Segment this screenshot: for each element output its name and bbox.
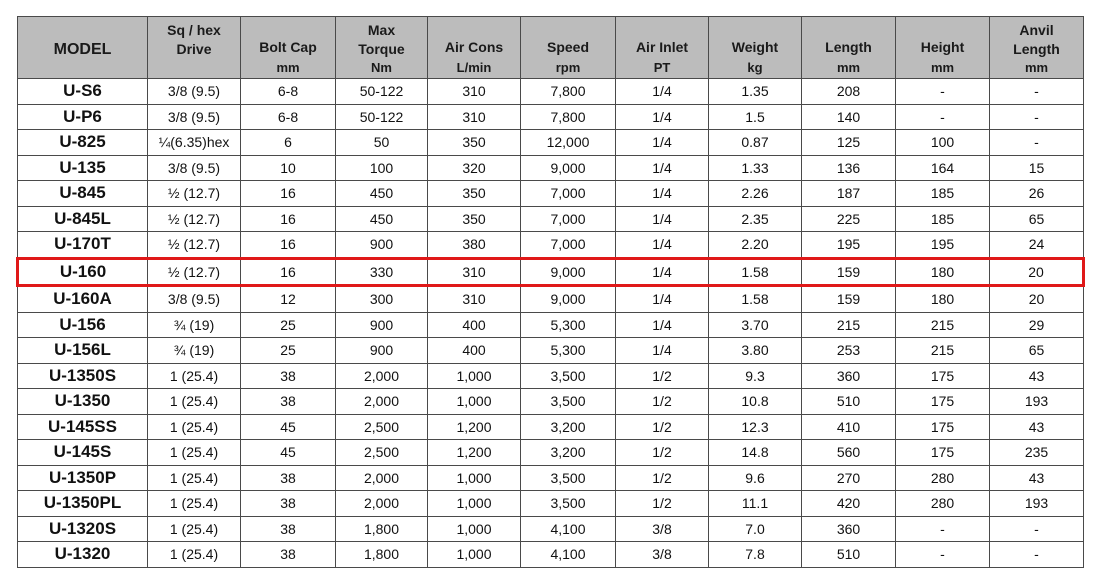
model-cell: U-1350PL: [18, 491, 148, 517]
value-cell: 25: [241, 338, 336, 364]
value-cell: -: [896, 542, 990, 568]
value-cell: -: [896, 104, 990, 130]
table-row-highlighted: [18, 258, 1084, 286]
value-cell: 65: [990, 206, 1084, 232]
column-header-7: [709, 17, 802, 79]
value-cell: -: [990, 542, 1084, 568]
column-header-label: Bolt Cap: [259, 39, 317, 55]
value-cell: 3,200: [521, 414, 616, 440]
value-cell: 10: [241, 155, 336, 181]
value-cell: 380: [428, 232, 521, 259]
value-cell: 3.80: [709, 338, 802, 364]
value-cell: 16: [241, 181, 336, 207]
value-cell: 400: [428, 312, 521, 338]
model-cell: U-1350S: [18, 363, 148, 389]
table-row: [18, 363, 1084, 389]
value-cell: 180: [896, 258, 990, 286]
column-header-label: Anvil Length: [1013, 22, 1060, 57]
value-cell: 50-122: [336, 79, 428, 105]
value-cell: 11.1: [709, 491, 802, 517]
column-header-label: Air Inlet: [635, 39, 689, 55]
value-cell: 2.26: [709, 181, 802, 207]
value-cell: 7,800: [521, 104, 616, 130]
value-cell: 280: [896, 465, 990, 491]
value-cell: 360: [802, 516, 896, 542]
column-header-label: Sq / hex Drive: [167, 22, 221, 57]
value-cell: 159: [802, 286, 896, 313]
value-cell: 1/4: [616, 232, 709, 259]
value-cell: 5,300: [521, 338, 616, 364]
value-cell: 38: [241, 491, 336, 517]
value-cell: 310: [428, 286, 521, 313]
value-cell: 3/8 (9.5): [148, 286, 241, 313]
value-cell: 9,000: [521, 155, 616, 181]
value-cell: 400: [428, 338, 521, 364]
value-cell: 29: [990, 312, 1084, 338]
column-header-label: MODEL: [53, 41, 112, 58]
table-row: [18, 232, 1084, 259]
value-cell: 1/4: [616, 104, 709, 130]
table-row: [18, 155, 1084, 181]
value-cell: 1,000: [428, 516, 521, 542]
table-row: [18, 389, 1084, 415]
value-cell: ½ (12.7): [148, 232, 241, 259]
value-cell: 16: [241, 232, 336, 259]
value-cell: 175: [896, 414, 990, 440]
value-cell: 420: [802, 491, 896, 517]
value-cell: 3,500: [521, 465, 616, 491]
value-cell: -: [990, 104, 1084, 130]
value-cell: 9.3: [709, 363, 802, 389]
value-cell: 9,000: [521, 258, 616, 286]
value-cell: 6: [241, 130, 336, 156]
value-cell: 185: [896, 206, 990, 232]
value-cell: 1 (25.4): [148, 414, 241, 440]
value-cell: 350: [428, 181, 521, 207]
value-cell: 360: [802, 363, 896, 389]
value-cell: 1.5: [709, 104, 802, 130]
value-cell: 1/2: [616, 440, 709, 466]
value-cell: 7.8: [709, 542, 802, 568]
value-cell: 1/4: [616, 181, 709, 207]
column-header-unit: mm: [276, 60, 300, 75]
model-cell: U-145S: [18, 440, 148, 466]
value-cell: 38: [241, 363, 336, 389]
column-header-5: [521, 17, 616, 79]
value-cell: 1/4: [616, 338, 709, 364]
value-cell: 1/4: [616, 312, 709, 338]
value-cell: 38: [241, 465, 336, 491]
value-cell: 1,000: [428, 465, 521, 491]
value-cell: 195: [896, 232, 990, 259]
value-cell: 16: [241, 258, 336, 286]
value-cell: 1,800: [336, 516, 428, 542]
model-cell: U-P6: [18, 104, 148, 130]
value-cell: 350: [428, 130, 521, 156]
column-header-unit: PT: [653, 60, 671, 75]
value-cell: 280: [896, 491, 990, 517]
column-header-label: Height: [920, 39, 965, 55]
column-header-9: [896, 17, 990, 79]
table-row: [18, 542, 1084, 568]
value-cell: -: [990, 79, 1084, 105]
spec-table: [16, 16, 1085, 568]
value-cell: 7,800: [521, 79, 616, 105]
value-cell: 24: [990, 232, 1084, 259]
value-cell: -: [990, 516, 1084, 542]
value-cell: 900: [336, 312, 428, 338]
value-cell: 125: [802, 130, 896, 156]
value-cell: 1 (25.4): [148, 516, 241, 542]
model-cell: U-156: [18, 312, 148, 338]
value-cell: 65: [990, 338, 1084, 364]
value-cell: 3/8 (9.5): [148, 104, 241, 130]
value-cell: ½ (12.7): [148, 258, 241, 286]
value-cell: 1 (25.4): [148, 440, 241, 466]
value-cell: 2,500: [336, 414, 428, 440]
model-cell: U-S6: [18, 79, 148, 105]
value-cell: 175: [896, 363, 990, 389]
column-header-label: Weight: [731, 39, 779, 55]
model-cell: U-1320: [18, 542, 148, 568]
value-cell: 14.8: [709, 440, 802, 466]
model-cell: U-1320S: [18, 516, 148, 542]
value-cell: 7,000: [521, 206, 616, 232]
value-cell: 100: [336, 155, 428, 181]
value-cell: 136: [802, 155, 896, 181]
value-cell: 1 (25.4): [148, 491, 241, 517]
model-cell: U-1350: [18, 389, 148, 415]
value-cell: 1,000: [428, 389, 521, 415]
value-cell: 43: [990, 363, 1084, 389]
value-cell: 1/2: [616, 389, 709, 415]
column-header-unit: kg: [747, 60, 763, 75]
value-cell: 310: [428, 79, 521, 105]
column-header-0: [18, 17, 148, 79]
value-cell: 45: [241, 414, 336, 440]
value-cell: 1.58: [709, 286, 802, 313]
table-row: [18, 414, 1084, 440]
value-cell: 1/4: [616, 155, 709, 181]
model-cell: U-170T: [18, 232, 148, 259]
value-cell: 9,000: [521, 286, 616, 313]
value-cell: 140: [802, 104, 896, 130]
table-row: [18, 338, 1084, 364]
model-cell: U-825: [18, 130, 148, 156]
table-row: [18, 491, 1084, 517]
value-cell: 1,200: [428, 414, 521, 440]
value-cell: ¾ (19): [148, 312, 241, 338]
value-cell: ¾ (19): [148, 338, 241, 364]
value-cell: 510: [802, 542, 896, 568]
value-cell: 12.3: [709, 414, 802, 440]
value-cell: 2,000: [336, 389, 428, 415]
value-cell: 1 (25.4): [148, 465, 241, 491]
value-cell: 3,200: [521, 440, 616, 466]
column-header-8: [802, 17, 896, 79]
model-cell: U-145SS: [18, 414, 148, 440]
column-header-label: Air Cons: [444, 39, 504, 55]
value-cell: 235: [990, 440, 1084, 466]
model-cell: U-845: [18, 181, 148, 207]
value-cell: 43: [990, 414, 1084, 440]
value-cell: 9.6: [709, 465, 802, 491]
value-cell: 4,100: [521, 516, 616, 542]
value-cell: 1/2: [616, 414, 709, 440]
value-cell: -: [896, 79, 990, 105]
value-cell: 193: [990, 491, 1084, 517]
value-cell: 215: [896, 312, 990, 338]
value-cell: 10.8: [709, 389, 802, 415]
value-cell: 3/8 (9.5): [148, 155, 241, 181]
value-cell: 2.20: [709, 232, 802, 259]
value-cell: 3.70: [709, 312, 802, 338]
value-cell: 12: [241, 286, 336, 313]
value-cell: 350: [428, 206, 521, 232]
table-row: [18, 465, 1084, 491]
value-cell: 1/2: [616, 465, 709, 491]
value-cell: 410: [802, 414, 896, 440]
column-header-unit: rpm: [555, 60, 581, 75]
value-cell: 3,500: [521, 389, 616, 415]
value-cell: 5,300: [521, 312, 616, 338]
model-cell: U-160A: [18, 286, 148, 313]
column-header-label: Length: [825, 39, 872, 55]
value-cell: 3,500: [521, 363, 616, 389]
value-cell: 38: [241, 516, 336, 542]
value-cell: 270: [802, 465, 896, 491]
value-cell: 175: [896, 440, 990, 466]
value-cell: 7,000: [521, 232, 616, 259]
value-cell: 3/8 (9.5): [148, 79, 241, 105]
value-cell: 310: [428, 258, 521, 286]
value-cell: 50-122: [336, 104, 428, 130]
table-row: [18, 79, 1084, 105]
model-cell: U-845L: [18, 206, 148, 232]
value-cell: 1/2: [616, 363, 709, 389]
value-cell: 1/2: [616, 491, 709, 517]
value-cell: 175: [896, 389, 990, 415]
value-cell: 1.33: [709, 155, 802, 181]
column-header-6: [616, 17, 709, 79]
value-cell: 310: [428, 104, 521, 130]
column-header-1: [148, 17, 241, 79]
value-cell: 330: [336, 258, 428, 286]
column-header-2: [241, 17, 336, 79]
value-cell: ½ (12.7): [148, 181, 241, 207]
value-cell: 3/8: [616, 542, 709, 568]
value-cell: 510: [802, 389, 896, 415]
value-cell: 1.35: [709, 79, 802, 105]
value-cell: 195: [802, 232, 896, 259]
value-cell: 1,800: [336, 542, 428, 568]
value-cell: 50: [336, 130, 428, 156]
value-cell: 4,100: [521, 542, 616, 568]
value-cell: 900: [336, 338, 428, 364]
table-row: [18, 440, 1084, 466]
value-cell: 2,000: [336, 363, 428, 389]
table-row: [18, 312, 1084, 338]
value-cell: 2,500: [336, 440, 428, 466]
table-row: [18, 516, 1084, 542]
value-cell: 180: [896, 286, 990, 313]
value-cell: 300: [336, 286, 428, 313]
value-cell: 560: [802, 440, 896, 466]
value-cell: 1/4: [616, 130, 709, 156]
column-header-3: [336, 17, 428, 79]
value-cell: 1 (25.4): [148, 542, 241, 568]
value-cell: 1,000: [428, 363, 521, 389]
table-row: [18, 206, 1084, 232]
value-cell: 215: [896, 338, 990, 364]
value-cell: 450: [336, 206, 428, 232]
value-cell: 215: [802, 312, 896, 338]
header-row: [18, 17, 1084, 79]
value-cell: 1 (25.4): [148, 363, 241, 389]
column-header-unit: L/min: [456, 60, 492, 75]
column-header-unit: Nm: [371, 60, 392, 75]
column-header-label: Max Torque: [358, 22, 405, 57]
value-cell: 900: [336, 232, 428, 259]
table-header: [18, 17, 1084, 79]
value-cell: 45: [241, 440, 336, 466]
value-cell: 1 (25.4): [148, 389, 241, 415]
value-cell: 7,000: [521, 181, 616, 207]
value-cell: 1/4: [616, 206, 709, 232]
value-cell: 1/4: [616, 79, 709, 105]
value-cell: -: [990, 130, 1084, 156]
column-header-10: [990, 17, 1084, 79]
value-cell: 6-8: [241, 104, 336, 130]
value-cell: 3/8: [616, 516, 709, 542]
value-cell: 12,000: [521, 130, 616, 156]
value-cell: 6-8: [241, 79, 336, 105]
value-cell: 2,000: [336, 465, 428, 491]
value-cell: 38: [241, 542, 336, 568]
value-cell: 1/4: [616, 286, 709, 313]
table-row: [18, 130, 1084, 156]
value-cell: 187: [802, 181, 896, 207]
value-cell: 1/4: [616, 258, 709, 286]
value-cell: 43: [990, 465, 1084, 491]
column-header-label: Speed: [546, 39, 589, 55]
value-cell: 159: [802, 258, 896, 286]
value-cell: 26: [990, 181, 1084, 207]
table-row: [18, 286, 1084, 313]
value-cell: 193: [990, 389, 1084, 415]
value-cell: 20: [990, 258, 1084, 286]
value-cell: 20: [990, 286, 1084, 313]
value-cell: -: [896, 516, 990, 542]
column-header-unit: mm: [930, 60, 955, 75]
value-cell: 164: [896, 155, 990, 181]
model-cell: U-156L: [18, 338, 148, 364]
value-cell: 0.87: [709, 130, 802, 156]
model-cell: U-1350P: [18, 465, 148, 491]
value-cell: 450: [336, 181, 428, 207]
value-cell: 1.58: [709, 258, 802, 286]
spec-table-container: [16, 16, 1085, 568]
value-cell: 15: [990, 155, 1084, 181]
value-cell: 320: [428, 155, 521, 181]
value-cell: 1,000: [428, 542, 521, 568]
value-cell: ¼(6.35)hex: [148, 130, 241, 156]
value-cell: 25: [241, 312, 336, 338]
table-body: [18, 79, 1084, 568]
value-cell: ½ (12.7): [148, 206, 241, 232]
value-cell: 3,500: [521, 491, 616, 517]
column-header-unit: mm: [836, 60, 861, 75]
value-cell: 7.0: [709, 516, 802, 542]
model-cell: U-160: [18, 258, 148, 286]
value-cell: 225: [802, 206, 896, 232]
value-cell: 1,200: [428, 440, 521, 466]
value-cell: 2,000: [336, 491, 428, 517]
value-cell: 100: [896, 130, 990, 156]
model-cell: U-135: [18, 155, 148, 181]
value-cell: 1,000: [428, 491, 521, 517]
value-cell: 208: [802, 79, 896, 105]
value-cell: 16: [241, 206, 336, 232]
table-row: [18, 104, 1084, 130]
table-row: [18, 181, 1084, 207]
value-cell: 2.35: [709, 206, 802, 232]
value-cell: 253: [802, 338, 896, 364]
column-header-unit: mm: [1024, 60, 1049, 75]
value-cell: 38: [241, 389, 336, 415]
column-header-4: [428, 17, 521, 79]
value-cell: 185: [896, 181, 990, 207]
